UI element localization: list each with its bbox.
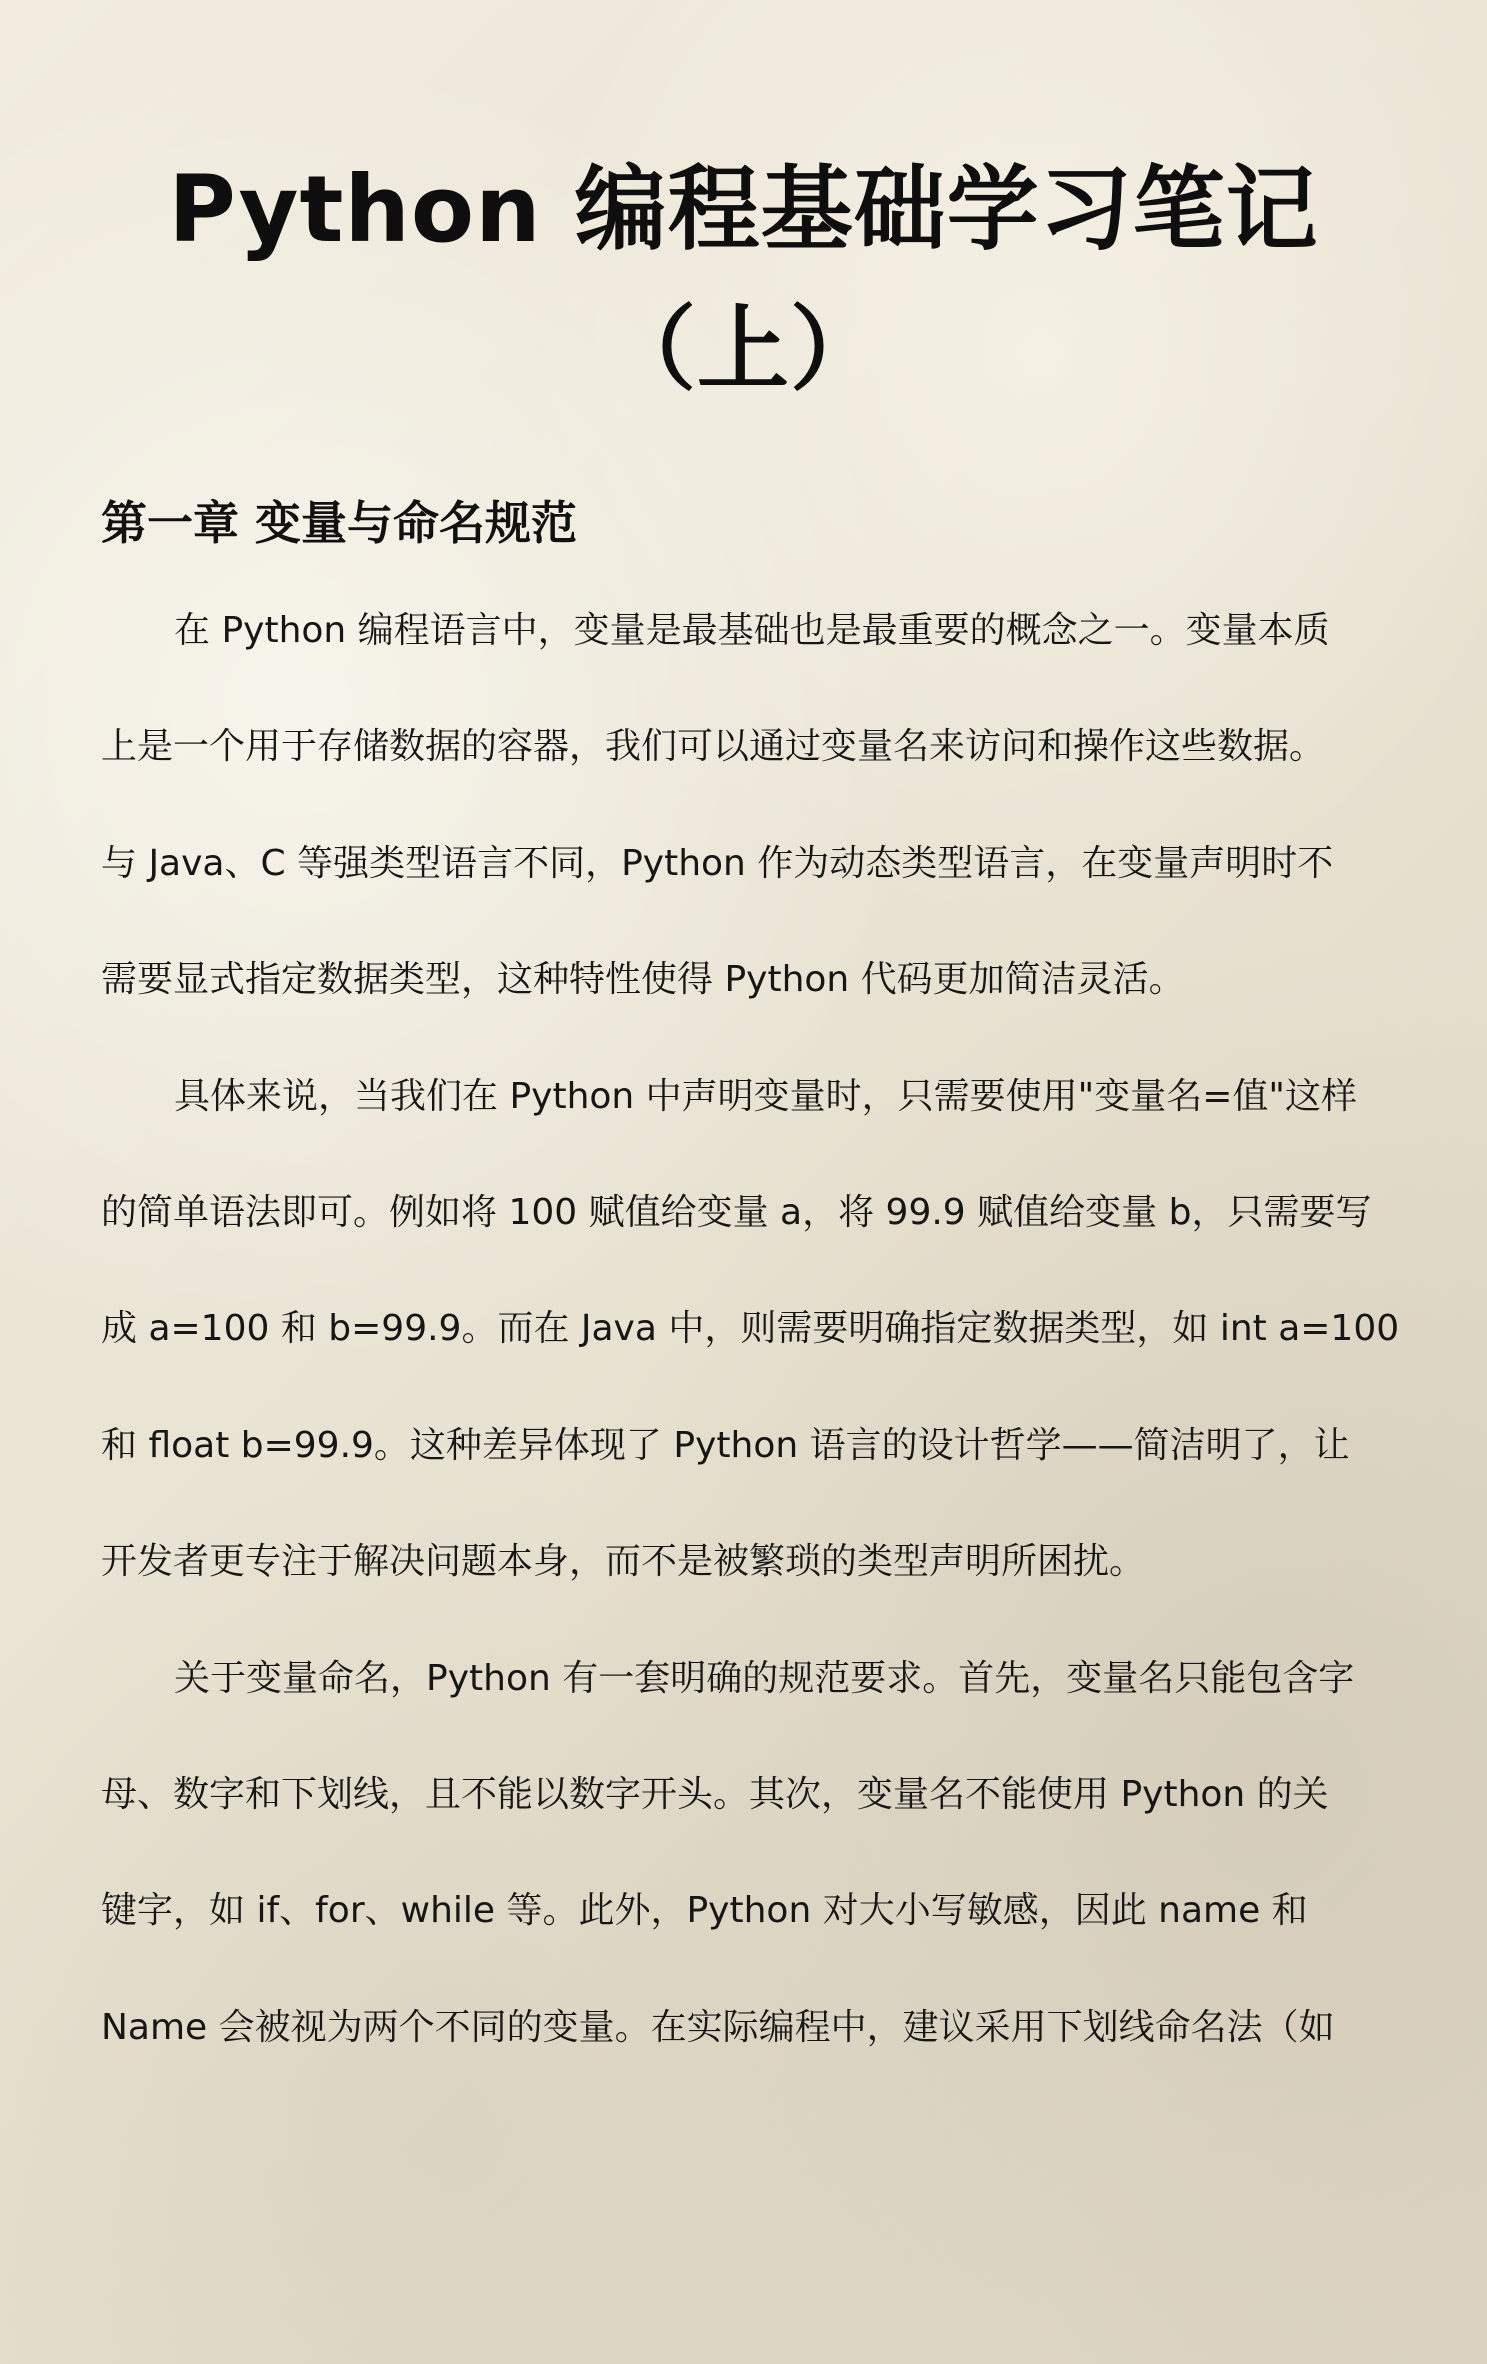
paragraph-3-line-4: Name 会被视为两个不同的变量。在实际编程中，建议采用下划线命名法（如 (101, 2006, 1335, 2048)
paragraph-2-line-3: 成 a=100 和 b=99.9。而在 Java 中，则需要明确指定数据类型，如 int a=100 (101, 1308, 1400, 1350)
body-text (101, 596, 1401, 2109)
paragraph-2-line-1: 具体来说，当我们在 Python 中声明变量时，只需要使用"变量名=值"这样 (174, 1075, 1357, 1117)
paragraph-1-line-4: 需要显式指定数据类型，这种特性使得 Python 代码更加简洁灵活。 (101, 959, 1185, 1001)
paragraph-3-line-3: 键字，如 if、for、while 等。此外，Python 对大小写敏感，因此 name 和 (101, 1890, 1308, 1932)
document-title (0, 140, 1487, 420)
paragraph-2-line-2: 的简单语法即可。例如将 100 赋值给变量 a，将 99.9 赋值给变量 b，只需要写 (101, 1191, 1372, 1233)
title-line-1: Python 编程基础学习笔记 (168, 156, 1319, 263)
paragraph-1-line-3: 与 Java、C 等强类型语言不同，Python 作为动态类型语言，在变量声明时不 (101, 842, 1334, 884)
paragraph-1-line-2: 上是一个用于存储数据的容器，我们可以通过变量名来访问和操作这些数据。 (101, 726, 1326, 768)
paragraph-1-line-1: 在 Python 编程语言中，变量是最基础也是最重要的概念之一。变量本质 (174, 610, 1330, 651)
title-line-2: （上） (603, 296, 883, 403)
paragraph-3-line-2: 母、数字和下划线，且不能以数字开头。其次，变量名不能使用 Python 的关 (101, 1773, 1329, 1815)
paragraph-2-line-4: 和 float b=99.9。这种差异体现了 Python 语言的设计哲学——简洁明了，让 (101, 1424, 1350, 1466)
paragraph-3-line-1: 关于变量命名，Python 有一套明确的规范要求。首先，变量名只能包含字 (174, 1657, 1355, 1699)
chapter-heading: 第一章 变量与命名规范 (101, 496, 578, 550)
paragraph-2-line-5: 开发者更专注于解决问题本身，而不是被繁琐的类型声明所困扰。 (101, 1541, 1146, 1583)
